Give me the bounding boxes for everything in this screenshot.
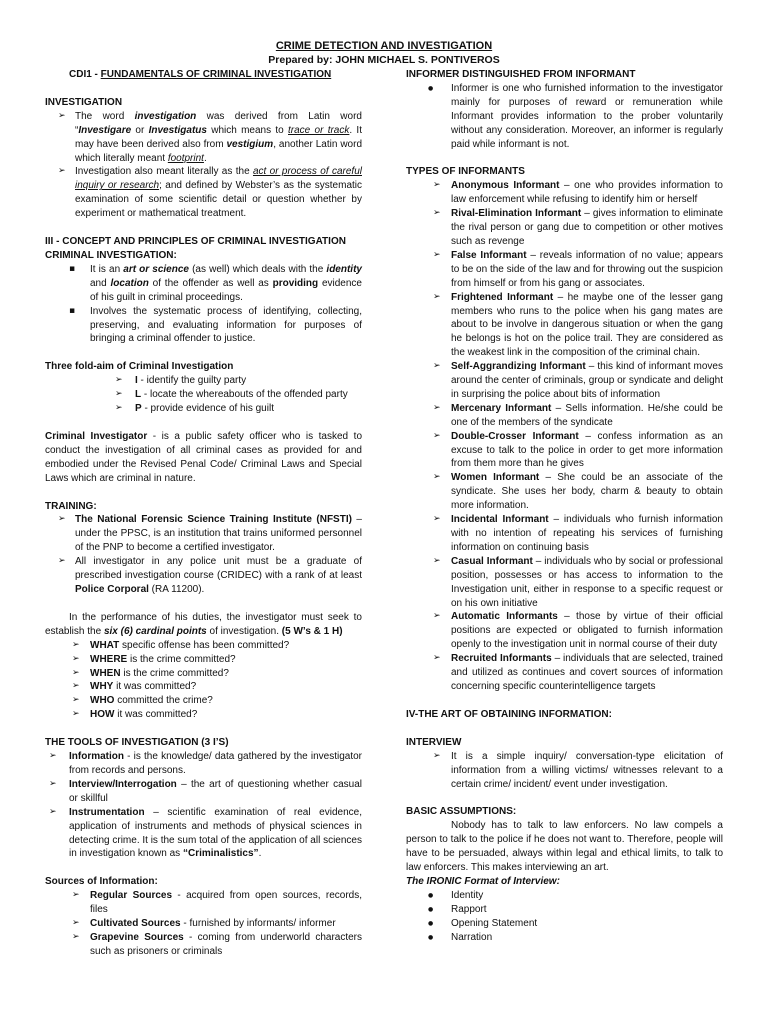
list-item: ➢ Women Informant – She could be an associate of the syndicate. She uses her body, charm & beauty to obtain more information. — [433, 472, 723, 512]
list-item: ➢ Frightened Informant – he maybe one of the lesser gang members who runs to the police when his gang mates are about to be involve in dangerous situation or when the gang he belongs is hot on the police trail. They are considered as the weakest link in the composition of the criminal chain. — [433, 291, 723, 359]
basic-assumptions-heading: BASIC ASSUMPTIONS: — [406, 806, 517, 818]
list-item: ➢ Instrumentation – scientific examination of real evidence, application of instruments and methods of physical sciences in detecting crime. It is the sum total of the application of all sciences in investigation known as “Criminalistics”. — [49, 806, 362, 860]
list-item: ➢ Grapevine Sources - coming from underworld characters such as prisoners or criminals — [72, 931, 363, 957]
types-list — [406, 179, 723, 694]
arrow-bullet-icon: ➢ — [72, 639, 80, 650]
criminal-investigation-heading: CRIMINAL INVESTIGATION: — [45, 249, 177, 261]
arrow-bullet-icon: ➢ — [115, 375, 123, 386]
list-item: ➢ WHY it was committed? — [72, 681, 197, 693]
arrow-bullet-icon: ➢ — [49, 806, 57, 817]
list-item: ➢ It is a simple inquiry/ conversation-type elicitation of information from a willing victims/ witnesses relevant to a certain crime/ incident/ event under investigation. — [433, 750, 723, 790]
tools-heading: THE TOOLS OF INVESTIGATION (3 I’S) — [45, 737, 229, 749]
arrow-bullet-icon: ➢ — [58, 166, 66, 177]
arrow-bullet-icon: ➢ — [72, 653, 80, 664]
list-item: ➢ WHAT specific offense has been committed? — [72, 639, 290, 651]
arrow-bullet-icon: ➢ — [49, 778, 57, 789]
list-item: ➢ I - identify the guilty party — [115, 375, 247, 387]
list-item: ➢ HOW it was committed? — [72, 709, 198, 721]
arrow-bullet-icon: ➢ — [72, 890, 80, 901]
list-item: ● Identity — [428, 889, 484, 901]
list-item: ➢ Self-Aggrandizing Informant – this kind of informant moves around the center of criminals, group or syndicate and delight in surprising the police about bits of information — [433, 361, 723, 400]
list-item: ➢ Double-Crosser Informant – confess information as an excuse to talk to the police in order to get more information from them more than he gives — [433, 430, 723, 470]
concept-heading: III - CONCEPT AND PRINCIPLES OF CRIMINAL INVESTIGATION — [45, 236, 346, 248]
course-heading: CDI1 - FUNDAMENTALS OF CRIMINAL INVESTIGATION — [69, 69, 332, 80]
list-item: ➢ Recruited Informants – individuals that are selected, trained and utilized as continues and covert sources of information concerning specific counterintelligence targets — [433, 653, 723, 692]
dot-bullet-icon: ● — [428, 919, 434, 927]
list-item: ● Narration — [428, 931, 493, 943]
document-title: CRIME DETECTION AND INVESTIGATION — [275, 40, 493, 52]
arrow-bullet-icon: ➢ — [433, 555, 441, 566]
arrow-bullet-icon: ➢ — [72, 667, 80, 678]
dot-bullet-icon: ● — [428, 905, 434, 913]
arrow-bullet-icon: ➢ — [72, 931, 80, 942]
training-list — [45, 513, 362, 596]
list-item: ➢ Automatic Informants – those by virtue of their official positions are expected or obligated to furnish information openly to the investigation unit in normal course of their duty — [433, 611, 723, 651]
arrow-bullet-icon: ➢ — [433, 653, 441, 664]
criminal-investigator-definition: Criminal Investigator - is a public safety officer who is tasked to conduct the investigation of all criminal cases as provided for and embodied under the Revised Penal Code/ Criminal Laws and Special Laws which are criminal in nature. — [45, 430, 363, 484]
sources-heading: Sources of Information: — [45, 876, 158, 888]
investigation-list — [45, 110, 362, 221]
arrow-bullet-icon: ➢ — [433, 472, 441, 483]
arrow-bullet-icon: ➢ — [115, 389, 123, 400]
basic-assumptions-paragraph: Nobody has to talk to law enforcers. No law compels a person to talk to the police if he does not want to. Therefore, people will have to be persuaded, always within legal and ethical limits, to talk to law enforcers. This makes interviewing an art. — [406, 820, 723, 874]
arrow-bullet-icon: ➢ — [58, 514, 66, 525]
list-item: ➢ Investigation also meant literally as the act or process of careful inquiry or research; and defined by Webster’s as the systematic examination of some scientific detail or question whether by experiment or mathematical treatment. — [58, 166, 363, 220]
list-item: ● Rapport — [428, 903, 487, 915]
list-item: ➢ WHERE is the crime committed? — [72, 653, 236, 665]
document-author: Prepared by: JOHN MICHAEL S. PONTIVEROS — [268, 54, 500, 66]
list-item: ➢ Incidental Informant – individuals who furnish information with no intention of repeating his services of furnishing information on continuing basis — [433, 514, 723, 553]
arrow-bullet-icon: ➢ — [433, 514, 441, 525]
list-item: ➢ Casual Informant – individuals who by social or professional position, possesses or has access to information to the Investigation unit, either in response to a specific request or on his own initiative — [433, 555, 723, 609]
list-item: ➢ Cultivated Sources - furnished by informants/ informer — [72, 918, 336, 930]
aim-list — [45, 374, 362, 416]
art-heading: IV-THE ART OF OBTAINING INFORMATION: — [406, 708, 612, 720]
aim-heading: Three fold-aim of Criminal Investigation — [45, 361, 234, 373]
tools-list — [45, 750, 362, 861]
arrow-bullet-icon: ➢ — [433, 611, 441, 622]
list-item: ➢ Anonymous Informant – one who provides information to law enforcement while refusing to identify him or herself — [433, 180, 723, 206]
arrow-bullet-icon: ➢ — [115, 403, 123, 414]
cardinal-points-paragraph: In the performance of his duties, the investigator must seek to establish the six (6) cardinal points of investigation. (5 W’s & 1 H) — [45, 611, 362, 637]
list-item: ➢ WHEN is the crime committed? — [72, 667, 229, 679]
dot-bullet-icon: ● — [428, 933, 434, 941]
list-item: ● Informer is one who furnished information to the investigator mainly for purposes of reward or remuneration while Informant provides information to the prober voluntarily without any consideration. Moreover, an informer is regularly paid while informant is not. — [428, 82, 723, 150]
cardinal-points-list — [45, 639, 362, 722]
square-bullet-icon: ▪ — [69, 305, 76, 316]
arrow-bullet-icon: ➢ — [58, 110, 66, 121]
list-item: ● Opening Statement — [428, 917, 538, 929]
informer-list — [406, 82, 723, 152]
list-item: ➢ L - locate the whereabouts of the offended party — [115, 389, 348, 401]
list-item: ➢ Information - is the knowledge/ data gathered by the investigator from records and persons. — [49, 751, 362, 776]
list-item: ▪ Involves the systematic process of identifying, collecting, preserving, and evaluating information for purposes of bringing a criminal offender to justice. — [69, 305, 362, 345]
arrow-bullet-icon: ➢ — [433, 291, 441, 302]
interview-heading: INTERVIEW — [406, 736, 462, 748]
list-item: ➢ The word investigation was derived from Latin word “Investigare or Investigatus which means to trace or track. It may have been derived also from vestigium, another Latin word which literally meant footprint. — [58, 110, 363, 164]
types-heading: TYPES OF INFORMANTS — [406, 166, 525, 178]
arrow-bullet-icon: ➢ — [433, 430, 441, 441]
arrow-bullet-icon: ➢ — [433, 249, 441, 260]
training-heading: TRAINING: — [45, 500, 97, 512]
list-item: ➢ Regular Sources - acquired from open sources, records, files — [72, 890, 362, 916]
right-column — [406, 68, 723, 944]
list-item: ➢ P - provide evidence of his guilt — [115, 403, 274, 415]
list-item: ▪ It is an art or science (as well) which deals with the identity and location of the offender as well as providing evidence of his guilt in criminal proceedings. — [69, 263, 362, 303]
list-item: ➢ False Informant – reveals information of no value; appears to be on the side of the law and for throwing out the suspicion from himself or from his gang or associates. — [433, 249, 723, 289]
arrow-bullet-icon: ➢ — [433, 180, 441, 191]
ironic-heading: The IRONIC Format of Interview: — [406, 875, 560, 887]
arrow-bullet-icon: ➢ — [72, 918, 80, 929]
investigation-heading: INVESTIGATION — [45, 96, 123, 108]
square-bullet-icon: ▪ — [69, 263, 76, 274]
interview-list — [406, 750, 723, 792]
list-item: ➢ Rival-Elimination Informant – gives information to eliminate the rival person or gang due to competition or other motives such as revenge — [433, 208, 724, 247]
ironic-list — [406, 889, 723, 945]
list-item: ➢ The National Forensic Science Training Institute (NFSTI) –under the PPSC, is an institution that trains uniformed personnel of the PNP to become a certified investigator. — [58, 514, 362, 554]
arrow-bullet-icon: ➢ — [72, 709, 80, 720]
arrow-bullet-icon: ➢ — [58, 556, 66, 567]
arrow-bullet-icon: ➢ — [72, 695, 80, 706]
left-column — [45, 68, 362, 959]
arrow-bullet-icon: ➢ — [433, 402, 441, 413]
list-item: ➢ WHO committed the crime? — [72, 695, 213, 707]
arrow-bullet-icon: ➢ — [433, 208, 441, 219]
list-item: ➢ All investigator in any police unit must be a graduate of prescribed investigation course (CRIDEC) with a rank of at least Police Corporal (RA 11200). — [58, 556, 362, 595]
dot-bullet-icon: ● — [428, 84, 434, 92]
sources-list — [45, 889, 362, 959]
dot-bullet-icon: ● — [428, 891, 434, 899]
criminal-investigation-list — [45, 263, 362, 346]
arrow-bullet-icon: ➢ — [433, 750, 441, 761]
list-item: ➢ Mercenary Informant – Sells information. He/she could be one of the members of the syndicate — [433, 402, 723, 428]
list-item: ➢ Interview/Interrogation – the art of questioning whether casual or skillful — [49, 778, 362, 804]
informer-heading: INFORMER DISTINGUISHED FROM INFORMANT — [406, 69, 636, 80]
arrow-bullet-icon: ➢ — [72, 681, 80, 692]
arrow-bullet-icon: ➢ — [433, 361, 441, 372]
arrow-bullet-icon: ➢ — [49, 751, 57, 762]
